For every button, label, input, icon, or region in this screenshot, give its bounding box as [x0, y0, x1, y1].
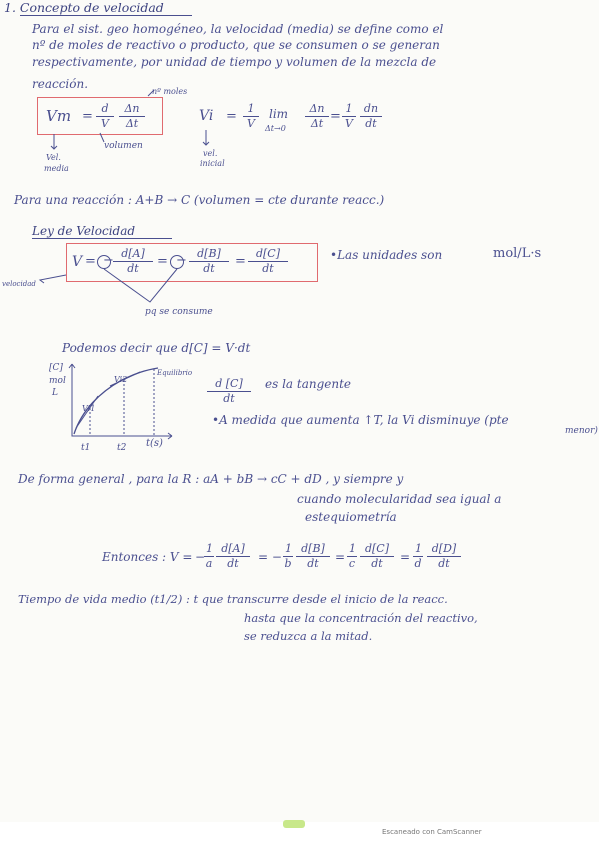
- media-f1-den: V: [101, 117, 109, 130]
- ley-title: Ley de Velocidad: [32, 224, 136, 238]
- ley-a-num: d[A]: [113, 248, 153, 262]
- graph-vi2: Vi2: [114, 375, 128, 384]
- ley-c-den: dt: [262, 262, 274, 275]
- tangente-text: es la tangente: [265, 377, 352, 391]
- podemos-line: Podemos decir que d[C] = V·dt: [62, 341, 251, 355]
- graph-equilibrio: Equilibrio: [157, 369, 193, 377]
- consume-pointer: [104, 269, 177, 302]
- inicial-f1-num: 1: [243, 103, 259, 117]
- units-value: mol/L·s: [493, 246, 542, 261]
- scanner-footer: Escaneado con CamScanner: [382, 828, 482, 836]
- media-f2-den: Δt: [125, 117, 139, 130]
- page-number-tab: [283, 820, 305, 828]
- coef-d-den: d: [414, 557, 422, 570]
- general-line-3: estequiometría: [305, 510, 397, 524]
- frac-c-num: d[C]: [360, 543, 394, 557]
- units-text: •Las unidades son: [330, 248, 443, 262]
- intro-line-4: reacción.: [32, 77, 89, 91]
- graph-vi1: Vi1: [82, 404, 96, 413]
- volumen-pointer: [100, 133, 104, 142]
- ley-a-den: dt: [127, 262, 139, 275]
- general-line-2: cuando molecularidad sea igual a: [297, 492, 502, 506]
- inicial-f3-den: V: [345, 117, 353, 130]
- graph-t1: t1: [81, 443, 91, 453]
- inicial-f3-num: 1: [342, 103, 356, 117]
- coef-a-num: 1: [206, 542, 213, 555]
- coef-b-num: 1: [285, 542, 292, 555]
- tangente-den: dt: [223, 392, 235, 405]
- ley-minus-2: −: [176, 253, 187, 268]
- media-label-2: media: [44, 164, 69, 173]
- ley-eq-2: =: [157, 254, 168, 269]
- general-line-1: De forma general , para la R : aA + bB → cC + dD , y siempre y: [18, 472, 404, 486]
- media-label-1: Vel.: [46, 153, 61, 162]
- ley-minus-1: −: [103, 253, 114, 268]
- vm-symbol: Vm: [46, 107, 72, 125]
- entonces-eq-d: =: [400, 550, 411, 564]
- intro-line-2: nº de moles de reactivo o producto, que se consumen o se generan: [32, 38, 440, 52]
- frac-d-den: dt: [438, 557, 450, 570]
- media-f2-num: Δn: [119, 103, 145, 117]
- coef-b-den: b: [284, 557, 292, 570]
- graph-tx: t(s): [146, 438, 163, 449]
- graph-ylabel-1: [C]: [49, 363, 63, 373]
- media-eq: =: [82, 109, 93, 124]
- entonces-minus-a: −: [195, 550, 206, 564]
- inicial-label-2: inicial: [200, 159, 225, 168]
- frac-b-num: d[B]: [296, 543, 330, 557]
- inicial-f1-den: V: [247, 117, 255, 130]
- ley-eq-3: =: [235, 254, 246, 269]
- frac-c-den: dt: [371, 557, 383, 570]
- inicial-f4-den: dt: [365, 117, 377, 130]
- coef-c-den: c: [348, 557, 356, 570]
- inicial-label-1: vel.: [203, 149, 218, 158]
- coef-d-num: 1: [415, 542, 422, 555]
- entonces-eq-c: =: [335, 550, 346, 564]
- inicial-eq-2: =: [330, 109, 341, 124]
- vida-line-1: Tiempo de vida medio (t1/2) : t que transcurre desde el inicio de la reacc.: [18, 592, 448, 606]
- intro-line-3: respectivamente, por unidad de tiempo y volumen de la mezcla de: [32, 55, 437, 69]
- consume-note: pq se consume: [145, 307, 213, 317]
- frac-b-den: dt: [307, 557, 319, 570]
- graph-axes: [72, 364, 172, 436]
- concentration-curve: [74, 368, 158, 434]
- inicial-f2-num: Δn: [305, 103, 329, 117]
- medida-line-2: menor): [565, 426, 598, 436]
- ley-v: V: [72, 254, 83, 270]
- media-f1-num: d: [96, 103, 114, 117]
- ley-c-num: d[C]: [248, 248, 288, 262]
- ley-b-num: d[B]: [189, 248, 229, 262]
- inicial-f4-num: dn: [360, 103, 382, 117]
- vida-line-2: hasta que la concentración del reactivo,: [244, 611, 478, 625]
- graph-t2: t2: [117, 443, 127, 453]
- tangent-vi1: [76, 396, 98, 428]
- medida-line-1: •A medida que aumenta ↑T, la Vi disminuye (pte: [212, 413, 509, 427]
- coef-a-den: a: [205, 557, 213, 570]
- vi-symbol: Vi: [199, 108, 214, 124]
- section-heading: 1. Concepto de velocidad: [4, 0, 164, 15]
- volumen-note: volumen: [104, 141, 143, 151]
- tangente-num: d [C]: [207, 378, 251, 392]
- lim-sub: Δt→0: [265, 124, 286, 133]
- entonces-minus-b: = −: [258, 550, 282, 564]
- entonces-label: Entonces : V =: [102, 550, 193, 564]
- inicial-arrow: [203, 130, 209, 145]
- minus-circle-a: [98, 256, 111, 269]
- frac-a-num: d[A]: [216, 543, 250, 557]
- velocidad-pointer: [40, 275, 66, 283]
- frac-d-num: d[D]: [427, 543, 461, 557]
- ley-b-den: dt: [203, 262, 215, 275]
- intro-line-1: Para el sist. geo homogéneo, la velocidad (media) se define como el: [32, 22, 444, 36]
- minus-circle-b: [171, 256, 184, 269]
- inicial-f2-den: Δt: [310, 117, 324, 130]
- media-arrow: [51, 134, 57, 149]
- graph-ylabel-2: mol: [49, 376, 66, 386]
- reaction-line: Para una reacción : A+B → C (volumen = cte durante reacc.): [14, 193, 385, 207]
- frac-a-den: dt: [227, 557, 239, 570]
- graph-ylabel-3: L: [52, 388, 58, 398]
- moles-pointer: [148, 90, 154, 96]
- moles-note: nº moles: [152, 87, 188, 96]
- velocidad-label: velocidad: [2, 280, 36, 288]
- vida-line-3: se reduzca a la mitad.: [244, 629, 373, 643]
- coef-c-num: 1: [349, 542, 356, 555]
- tangent-vi2: [110, 372, 140, 386]
- lim-text: lim: [269, 107, 289, 121]
- inicial-eq: =: [226, 109, 237, 124]
- ley-eq-1: =: [85, 254, 96, 269]
